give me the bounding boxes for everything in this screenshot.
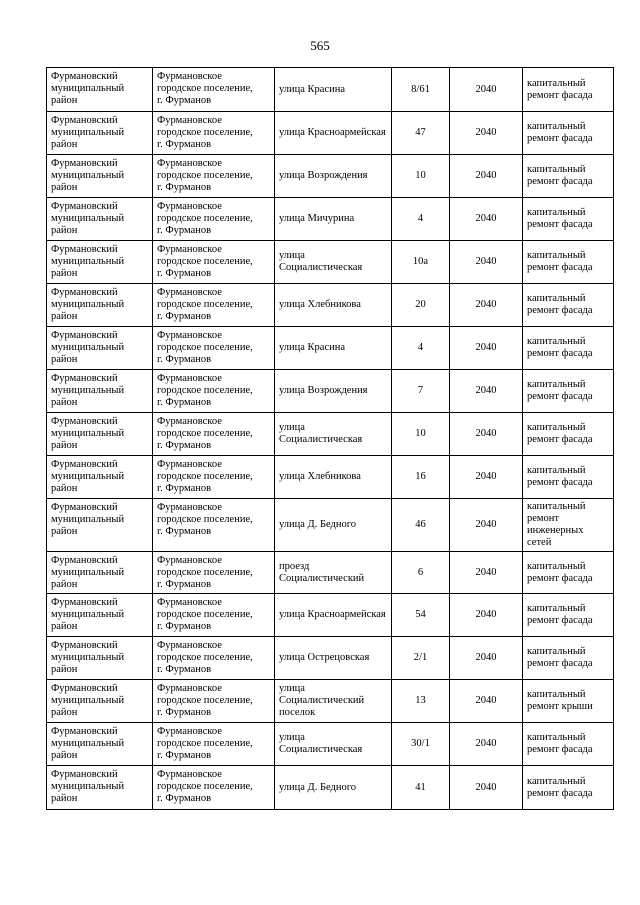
settlement-cell: Фурмановское городское поселение, г. Фурманов: [153, 198, 275, 241]
district-cell: Фурмановский муниципальный район: [47, 723, 153, 766]
work-type-cell: капитальный ремонт фасада: [523, 327, 614, 370]
settlement-cell: Фурмановское городское поселение, г. Фурманов: [153, 241, 275, 284]
year-cell: 2040: [450, 723, 523, 766]
work-type-cell: капитальный ремонт инженерных сетей: [523, 499, 614, 552]
house-number-cell: 10: [392, 413, 450, 456]
house-number-cell: 46: [392, 499, 450, 552]
year-cell: 2040: [450, 198, 523, 241]
work-type-cell: капитальный ремонт фасада: [523, 284, 614, 327]
street-cell: улица Возрождения: [275, 370, 392, 413]
house-number-cell: 30/1: [392, 723, 450, 766]
table-row: [47, 594, 614, 637]
table-row: [47, 723, 614, 766]
year-cell: 2040: [450, 155, 523, 198]
house-number-cell: 2/1: [392, 637, 450, 680]
settlement-cell: Фурмановское городское поселение, г. Фурманов: [153, 552, 275, 594]
house-number-cell: 47: [392, 112, 450, 155]
street-cell: улица Красина: [275, 327, 392, 370]
settlement-cell: Фурмановское городское поселение, г. Фурманов: [153, 723, 275, 766]
work-type-cell: капитальный ремонт фасада: [523, 723, 614, 766]
settlement-cell: Фурмановское городское поселение, г. Фурманов: [153, 456, 275, 499]
table-row: [47, 327, 614, 370]
settlement-cell: Фурмановское городское поселение, г. Фурманов: [153, 284, 275, 327]
street-cell: улица Хлебникова: [275, 456, 392, 499]
work-type-cell: капитальный ремонт фасада: [523, 112, 614, 155]
street-cell: улица Красноармейская: [275, 112, 392, 155]
table-row: [47, 552, 614, 594]
settlement-cell: Фурмановское городское поселение, г. Фурманов: [153, 594, 275, 637]
district-cell: Фурмановский муниципальный район: [47, 284, 153, 327]
year-cell: 2040: [450, 456, 523, 499]
page-number: 565: [310, 38, 330, 53]
settlement-cell: Фурмановское городское поселение, г. Фурманов: [153, 499, 275, 552]
street-cell: проезд Социалистический: [275, 552, 392, 594]
house-number-cell: 13: [392, 680, 450, 723]
district-cell: Фурмановский муниципальный район: [47, 327, 153, 370]
house-number-cell: 16: [392, 456, 450, 499]
year-cell: 2040: [450, 112, 523, 155]
work-type-cell: капитальный ремонт фасада: [523, 594, 614, 637]
year-cell: 2040: [450, 766, 523, 810]
street-cell: улица Д. Бедного: [275, 766, 392, 810]
house-number-cell: 10: [392, 155, 450, 198]
work-type-cell: капитальный ремонт фасада: [523, 198, 614, 241]
table-row: [47, 499, 614, 552]
repair-schedule-table: [46, 67, 614, 810]
house-number-cell: 7: [392, 370, 450, 413]
district-cell: Фурмановский муниципальный район: [47, 637, 153, 680]
table-row: [47, 456, 614, 499]
year-cell: 2040: [450, 594, 523, 637]
street-cell: улица Острецовская: [275, 637, 392, 680]
table-row: [47, 680, 614, 723]
district-cell: Фурмановский муниципальный район: [47, 68, 153, 112]
year-cell: 2040: [450, 241, 523, 284]
settlement-cell: Фурмановское городское поселение, г. Фурманов: [153, 68, 275, 112]
house-number-cell: 8/61: [392, 68, 450, 112]
house-number-cell: 41: [392, 766, 450, 810]
street-cell: улица Хлебникова: [275, 284, 392, 327]
house-number-cell: 54: [392, 594, 450, 637]
street-cell: улица Д. Бедного: [275, 499, 392, 552]
street-cell: улица Социалистическая: [275, 723, 392, 766]
year-cell: 2040: [450, 68, 523, 112]
street-cell: улица Мичурина: [275, 198, 392, 241]
table-row: [47, 413, 614, 456]
work-type-cell: капитальный ремонт фасада: [523, 370, 614, 413]
district-cell: Фурмановский муниципальный район: [47, 552, 153, 594]
street-cell: улица Социалистическая: [275, 413, 392, 456]
year-cell: 2040: [450, 680, 523, 723]
district-cell: Фурмановский муниципальный район: [47, 680, 153, 723]
district-cell: Фурмановский муниципальный район: [47, 155, 153, 198]
house-number-cell: 4: [392, 327, 450, 370]
settlement-cell: Фурмановское городское поселение, г. Фурманов: [153, 327, 275, 370]
table-row: [47, 198, 614, 241]
work-type-cell: капитальный ремонт фасада: [523, 456, 614, 499]
settlement-cell: Фурмановское городское поселение, г. Фурманов: [153, 766, 275, 810]
settlement-cell: Фурмановское городское поселение, г. Фурманов: [153, 370, 275, 413]
street-cell: улица Красина: [275, 68, 392, 112]
settlement-cell: Фурмановское городское поселение, г. Фурманов: [153, 637, 275, 680]
year-cell: 2040: [450, 413, 523, 456]
table-row: [47, 112, 614, 155]
house-number-cell: 20: [392, 284, 450, 327]
house-number-cell: 4: [392, 198, 450, 241]
district-cell: Фурмановский муниципальный район: [47, 112, 153, 155]
work-type-cell: капитальный ремонт фасада: [523, 766, 614, 810]
settlement-cell: Фурмановское городское поселение, г. Фурманов: [153, 413, 275, 456]
year-cell: 2040: [450, 499, 523, 552]
table-row: [47, 155, 614, 198]
settlement-cell: Фурмановское городское поселение, г. Фурманов: [153, 155, 275, 198]
table-row: [47, 370, 614, 413]
table-row: [47, 637, 614, 680]
table-row: [47, 241, 614, 284]
work-type-cell: капитальный ремонт фасада: [523, 155, 614, 198]
street-cell: улица Красноармейская: [275, 594, 392, 637]
work-type-cell: капитальный ремонт фасада: [523, 68, 614, 112]
work-type-cell: капитальный ремонт фасада: [523, 637, 614, 680]
year-cell: 2040: [450, 327, 523, 370]
district-cell: Фурмановский муниципальный район: [47, 413, 153, 456]
year-cell: 2040: [450, 637, 523, 680]
district-cell: Фурмановский муниципальный район: [47, 456, 153, 499]
work-type-cell: капитальный ремонт фасада: [523, 241, 614, 284]
street-cell: улица Социалистическая: [275, 241, 392, 284]
house-number-cell: 10а: [392, 241, 450, 284]
street-cell: улица Возрождения: [275, 155, 392, 198]
district-cell: Фурмановский муниципальный район: [47, 198, 153, 241]
work-type-cell: капитальный ремонт крыши: [523, 680, 614, 723]
house-number-cell: 6: [392, 552, 450, 594]
table-body: [47, 68, 614, 810]
work-type-cell: капитальный ремонт фасада: [523, 552, 614, 594]
district-cell: Фурмановский муниципальный район: [47, 370, 153, 413]
district-cell: Фурмановский муниципальный район: [47, 241, 153, 284]
street-cell: улица Социалистический поселок: [275, 680, 392, 723]
district-cell: Фурмановский муниципальный район: [47, 766, 153, 810]
year-cell: 2040: [450, 370, 523, 413]
settlement-cell: Фурмановское городское поселение, г. Фурманов: [153, 112, 275, 155]
table-row: [47, 68, 614, 112]
year-cell: 2040: [450, 284, 523, 327]
table-row: [47, 766, 614, 810]
work-type-cell: капитальный ремонт фасада: [523, 413, 614, 456]
settlement-cell: Фурмановское городское поселение, г. Фурманов: [153, 680, 275, 723]
year-cell: 2040: [450, 552, 523, 594]
table-row: [47, 284, 614, 327]
district-cell: Фурмановский муниципальный район: [47, 594, 153, 637]
district-cell: Фурмановский муниципальный район: [47, 499, 153, 552]
